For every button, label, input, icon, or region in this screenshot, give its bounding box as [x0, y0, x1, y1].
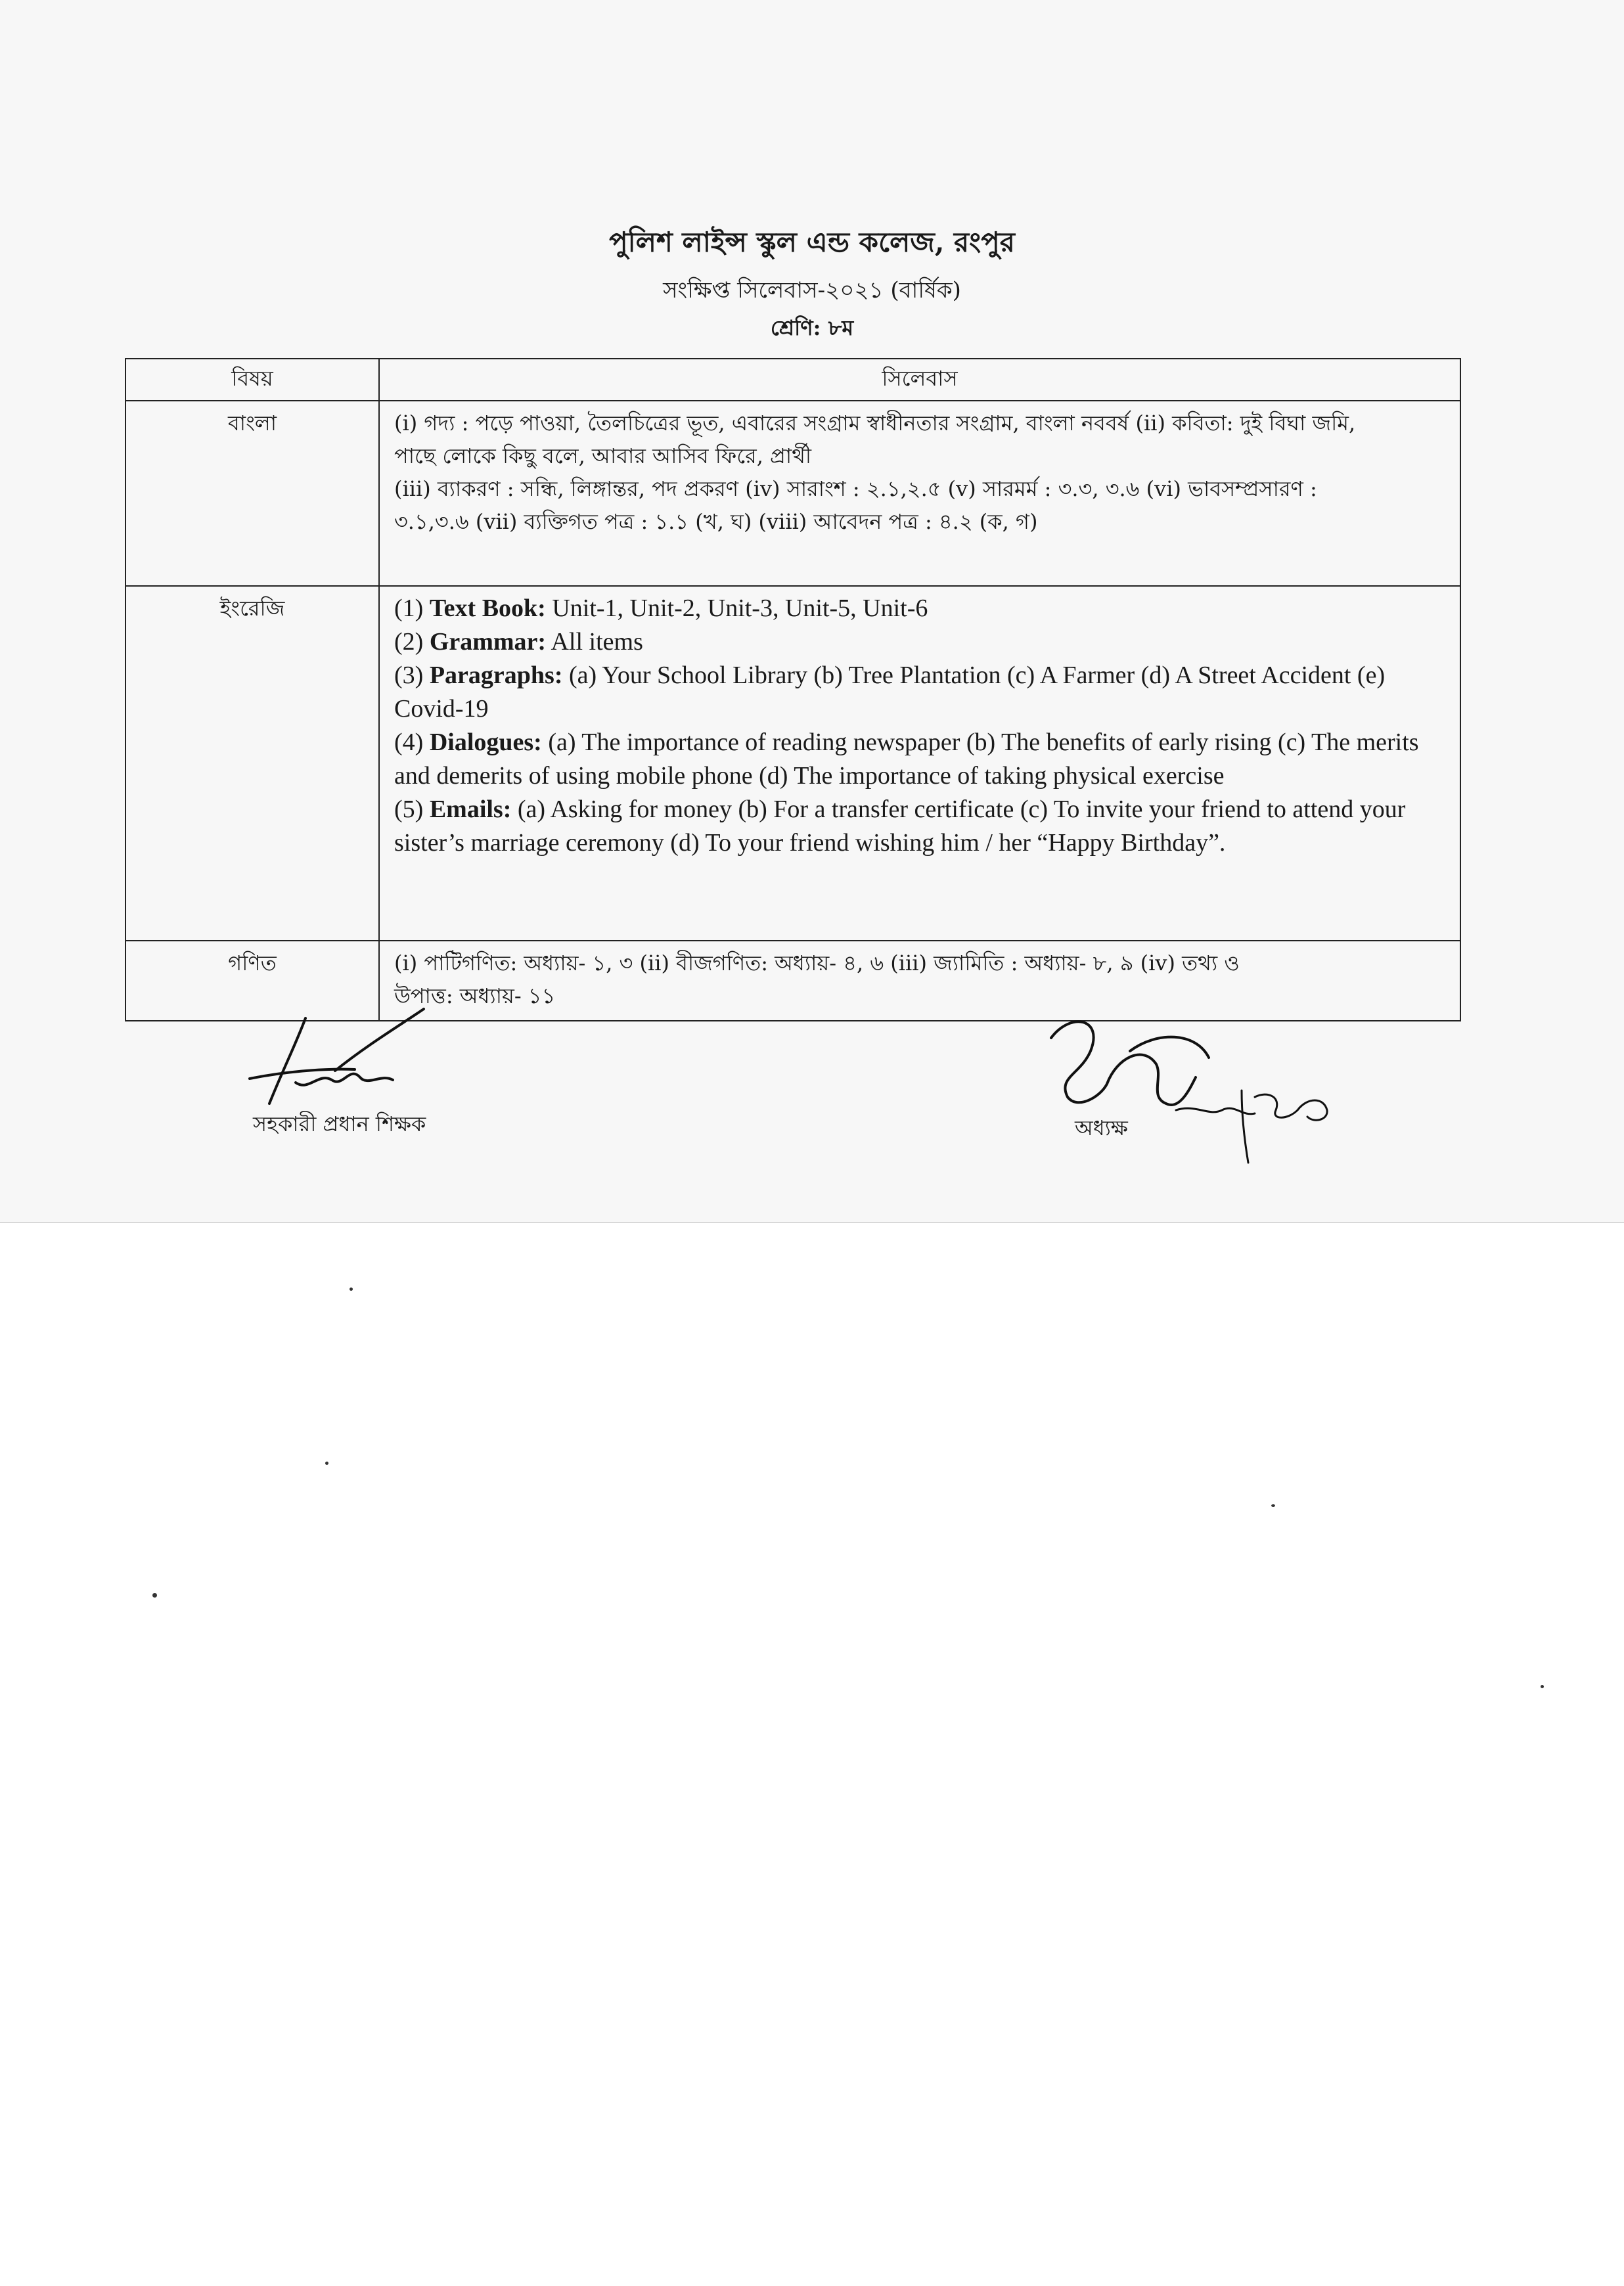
item-text: Unit-1, Unit-2, Unit-3, Unit-5, Unit-6: [545, 594, 928, 622]
syllabus-line: (i) পাটিগণিত: অধ্যায়- ১, ৩ (ii) বীজগণিত: অধ্যায়- ৪, ৬ (iii) জ্যামিতি : অধ্যায়- ৮, ৯ (iv) তথ্য ও: [394, 951, 1240, 975]
scan-speck: [152, 1593, 157, 1598]
table-header-row: [125, 359, 1460, 401]
syllabus-table: [125, 358, 1461, 1021]
syllabus-cell: [379, 586, 1460, 941]
syllabus-item: [394, 625, 1445, 659]
syllabus-line: (i) গদ্য : পড়ে পাওয়া, তৈলচিত্রের ভূত, এবারের সংগ্রাম স্বাধীনতার সংগ্রাম, বাংলা নববর্ষ (ii) কবিতা: দুই বিঘা জমি,: [394, 411, 1356, 436]
subject-cell: বাংলা: [125, 401, 379, 586]
item-text: (a) Your School Library (b) Tree Plantation (c) A Farmer (d) A Street Accident (e) Covid-19: [394, 661, 1386, 723]
class-line: শ্রেণি: ৮ম: [770, 315, 854, 340]
syllabus-item: [394, 592, 1445, 625]
item-label: Dialogues:: [429, 728, 542, 756]
principal-label: অধ্যক্ষ: [1075, 1115, 1128, 1140]
item-label: Emails:: [429, 796, 512, 823]
syllabus-line: উপাত্ত: অধ্যায়- ১১: [394, 983, 556, 1008]
syllabus-line: পাছে লোকে কিছু বলে, আবার আসিব ফিরে, প্রার্থী: [394, 443, 812, 468]
scan-speck: [1271, 1504, 1275, 1507]
column-header-subject: বিষয়: [125, 359, 379, 401]
scan-speck: [350, 1288, 353, 1291]
syllabus-line: ৩.১,৩.৬ (vii) ব্যক্তিগত পত্র : ১.১ (খ, ঘ) (viii) আবেদন পত্র : ৪.২ (ক, গ): [394, 509, 1038, 534]
scan-speck: [325, 1462, 328, 1465]
item-text: (a) The importance of reading newspaper (b) The benefits of early rising (c) The merits and demerits of using mobile phone (d) The importance of taking physical exercise: [394, 728, 1419, 790]
syllabus-cell: [379, 401, 1460, 586]
item-number: (5): [394, 796, 430, 823]
item-text: (a) Asking for money (b) For a transfer certificate (c) To invite your friend to attend your sister’s marriage ceremony (d) To your friend wishing him / her “Happy Birthday”.: [394, 796, 1406, 857]
column-header-syllabus: সিলেবাস: [379, 359, 1460, 401]
subject-cell: ইংরেজি: [125, 586, 379, 941]
school-name: পুলিশ লাইন্স স্কুল এন্ড কলেজ, রংপুর: [609, 226, 1015, 258]
item-number: (2): [394, 628, 430, 656]
item-text: All items: [546, 628, 643, 656]
assistant-head-label: সহকারী প্রধান শিক্ষক: [253, 1111, 426, 1136]
table-row: [125, 401, 1460, 586]
syllabus-cell: [379, 941, 1460, 1021]
syllabus-item: [394, 793, 1445, 860]
item-label: Paragraphs:: [429, 661, 563, 689]
item-label: Grammar:: [429, 628, 547, 656]
item-number: (4): [394, 728, 430, 756]
item-number: (1): [394, 594, 430, 622]
subject-cell: গণিত: [125, 941, 379, 1021]
syllabus-item: [394, 659, 1445, 726]
item-number: (3): [394, 661, 430, 689]
syllabus-subtitle: সংক্ষিপ্ত সিলেবাস-২০২১ (বার্ষিক): [663, 277, 961, 303]
syllabus-item: [394, 726, 1445, 793]
scan-speck: [1541, 1685, 1544, 1688]
assistant-head-signature: [243, 1005, 440, 1110]
syllabus-line: (iii) ব্যাকরণ : সন্ধি, লিঙ্গান্তর, পদ প্রকরণ (iv) সারাংশ : ২.১,২.৫ (v) সারমর্ম : ৩.৩, ৩.৬ (vi) ভাবসম্প্রসারণ :: [394, 476, 1317, 501]
item-label: Text Book:: [429, 594, 546, 622]
table-row: [125, 586, 1460, 941]
